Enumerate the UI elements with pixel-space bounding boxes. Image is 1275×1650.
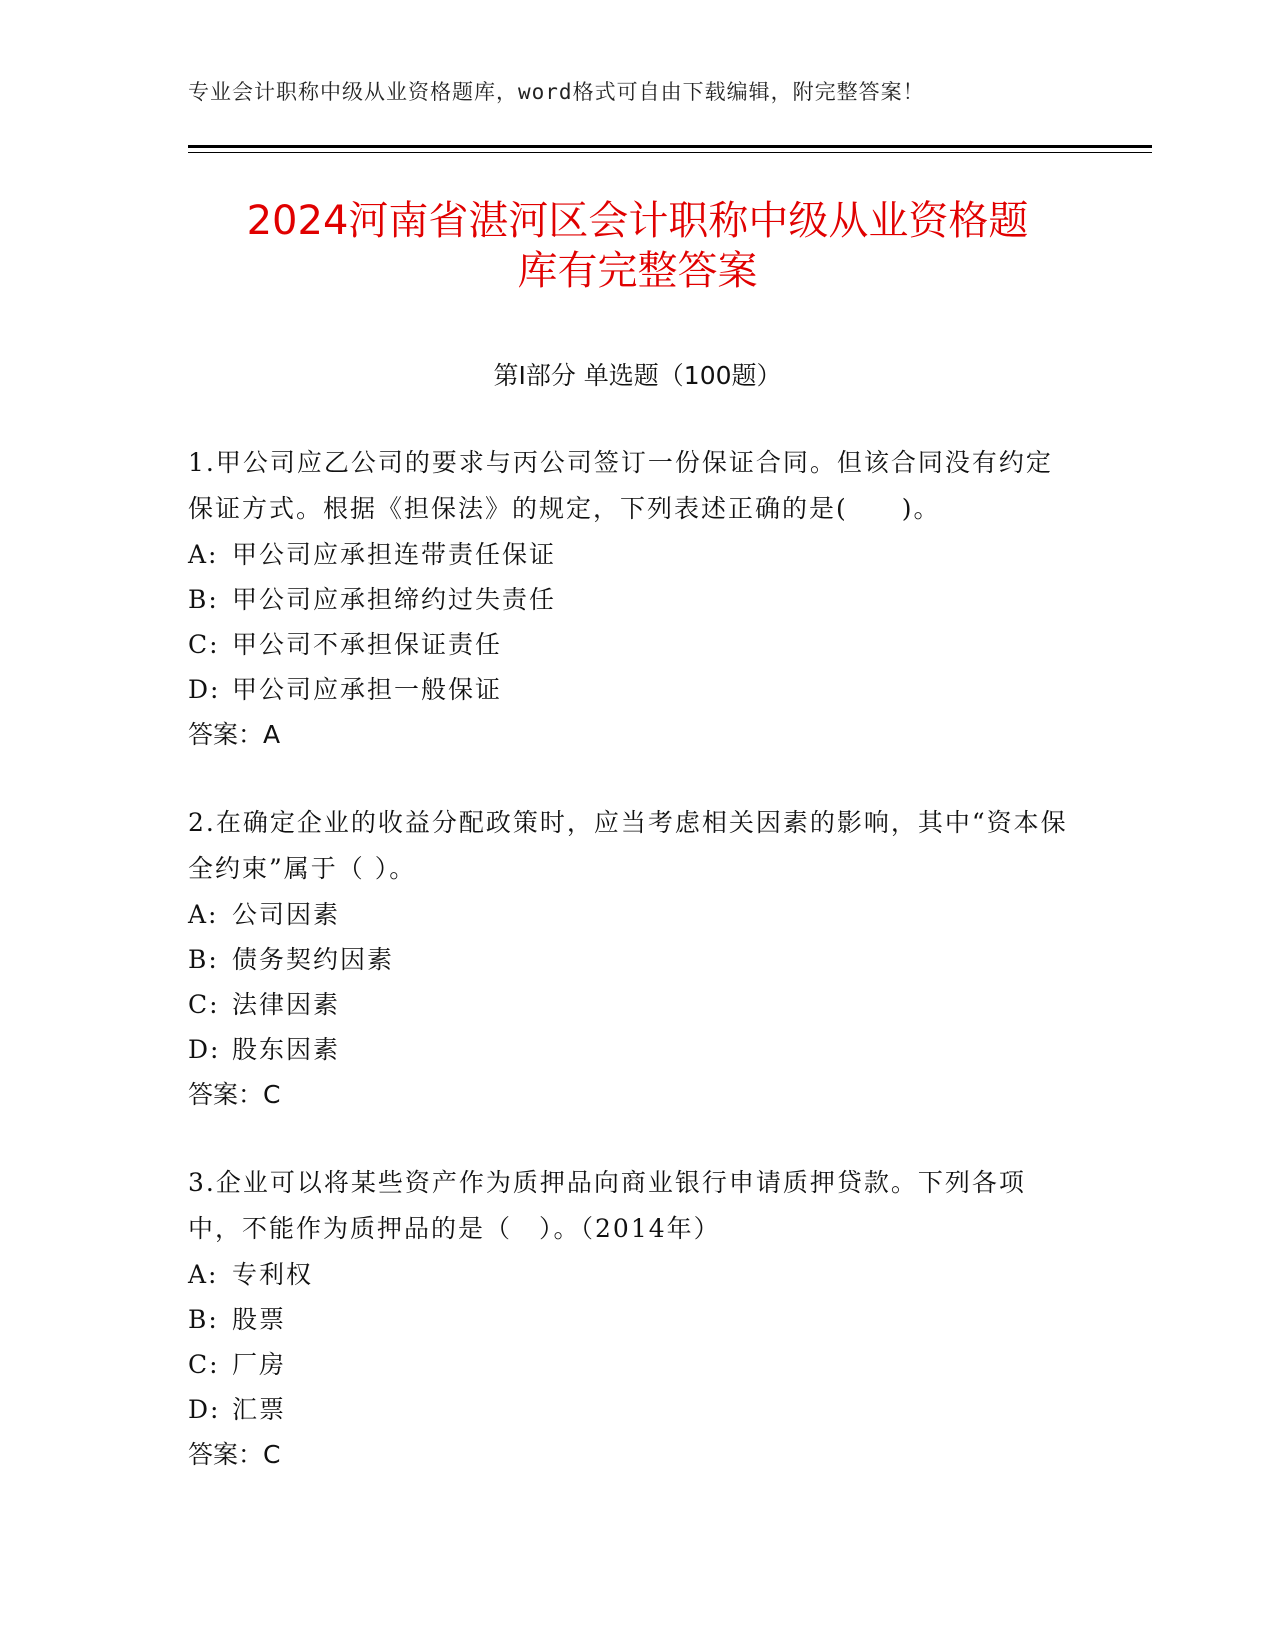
option-d [188, 1027, 1068, 1072]
section-title: 第Ⅰ部分 单选题（100题） [493, 361, 782, 390]
answer-line: 答案：C [188, 1440, 281, 1469]
option-letter: D: [188, 675, 221, 704]
option-b [188, 577, 1068, 622]
option-text: 厂房 [232, 1350, 287, 1379]
option-d [188, 667, 1068, 712]
question-2 [188, 800, 1068, 1118]
option-letter: A: [188, 900, 219, 929]
option-c [188, 982, 1068, 1027]
option-letter: D: [188, 1035, 221, 1064]
option-text: 股票 [232, 1305, 287, 1334]
option-c [188, 1342, 1068, 1387]
question-stem: 3.企业可以将某些资产作为质押品向商业银行申请质押贷款。下列各项中，不能作为质押品的是（ ）。（2014年） [188, 1168, 1026, 1243]
option-text: 甲公司应承担连带责任保证 [232, 540, 557, 569]
option-letter: B: [188, 945, 219, 974]
option-b [188, 937, 1068, 982]
option-text: 专利权 [232, 1260, 314, 1289]
question-stem: 2.在确定企业的收益分配政策时，应当考虑相关因素的影响，其中“资本保全约束”属于（ ）。 [188, 808, 1068, 883]
option-text: 法律因素 [232, 990, 341, 1019]
document-title-line-1: 2024河南省湛河区会计职称中级从业资格题 [246, 198, 1029, 244]
option-a [188, 1252, 1068, 1297]
option-c [188, 622, 1068, 667]
option-d [188, 1387, 1068, 1432]
header-note: 专业会计职称中级从业资格题库，word格式可自由下载编辑，附完整答案！ [188, 80, 925, 104]
document-title [150, 196, 1125, 296]
document-title-line-2: 库有完整答案 [517, 248, 758, 294]
option-letter: C: [188, 990, 220, 1019]
option-text: 甲公司应承担缔约过失责任 [232, 585, 557, 614]
option-a [188, 532, 1068, 577]
question-list [188, 440, 1068, 1520]
option-text: 股东因素 [232, 1035, 341, 1064]
option-letter: A: [188, 1260, 219, 1289]
option-a [188, 892, 1068, 937]
option-text: 甲公司应承担一般保证 [232, 675, 503, 704]
option-text: 公司因素 [232, 900, 341, 929]
option-text: 汇票 [232, 1395, 287, 1424]
option-letter: A: [188, 540, 219, 569]
header-rule-thin [188, 152, 1152, 153]
question-3 [188, 1160, 1068, 1478]
answer-line: 答案：A [188, 720, 281, 749]
option-text: 甲公司不承担保证责任 [232, 630, 503, 659]
question-stem: 1.甲公司应乙公司的要求与丙公司签订一份保证合同。但该合同没有约定保证方式。根据《担保法》的规定，下列表述正确的是( )。 [188, 448, 1053, 523]
option-letter: C: [188, 1350, 220, 1379]
answer-line: 答案：C [188, 1080, 281, 1109]
option-letter: B: [188, 1305, 219, 1334]
option-b [188, 1297, 1068, 1342]
question-1 [188, 440, 1068, 758]
option-text: 债务契约因素 [232, 945, 395, 974]
option-letter: C: [188, 630, 220, 659]
header-rule-thick [188, 145, 1152, 148]
option-letter: B: [188, 585, 219, 614]
option-letter: D: [188, 1395, 221, 1424]
